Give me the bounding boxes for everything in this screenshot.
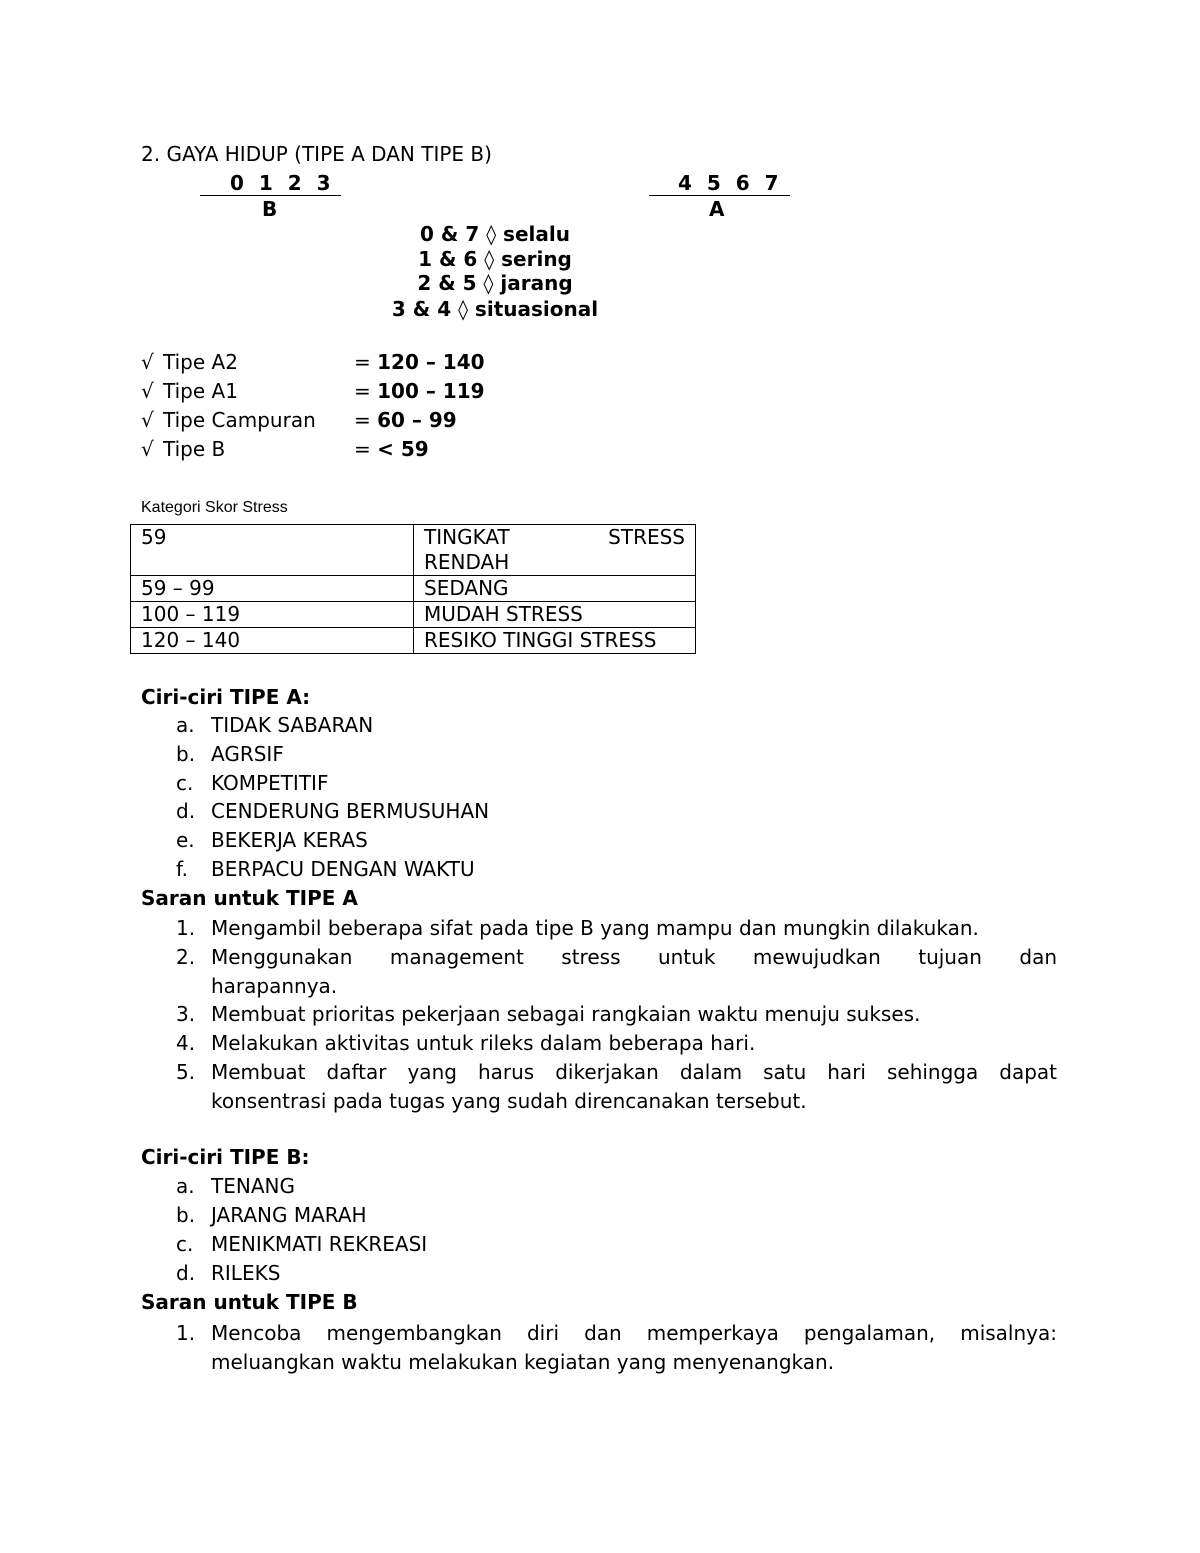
table-cell-category: RESIKO TINGGI STRESS: [414, 628, 696, 654]
heading-ciri-a: Ciri-ciri TIPE A:: [141, 685, 311, 709]
type-label: Tipe A2: [163, 350, 238, 374]
type-range: = 100 – 119: [354, 379, 485, 403]
table-cell-category: MUDAH STRESS: [414, 602, 696, 628]
document-page: 2. GAYA HIDUP (TIPE A DAN TIPE B) 0 1 2 3 B 4 5 6 7 A 0 & 7 ◊ selalu 1 & 6 ◊ sering 2 & 5 ◊ jarang 3 & 4 ◊ situasional √ Tipe A2 = 120 – 140 √ Tipe A1 = 100 – 119 √ Tipe Campuran = 60 – 99 √ Tipe B = < 59 Kategori Skor Stress 59 TINGKAT STRESS RENDAH 59 – 99 SEDANG 100 – 119 MUDAH STRESS 120 – 140 RESIKO TINGGI STRESS Ciri-ciri TIPE A: a. TIDAK SABARAN b. AGRSIF c. KOMPETITIF d. CENDERUNG BERMUSUHAN e. BEKERJA KERAS f. BERPACU DENGAN WAKTU Saran untuk TIPE A 1. Mengambil beberapa sifat pada tipe B yang mampu dan mungkin dilakukan. 2. Menggunakan management stress untuk mewujudkan tujuan dan harapannya. 3. Membuat prioritas pekerjaan sebagai rangkaian waktu menuju sukses. 4. Melakukan aktivitas untuk rileks dalam beberapa hari. 5. Membuat daftar yang harus dikerjakan dalam satu hari sehingga dapat konsentrasi pada tugas yang sudah direncanakan tersebut. Ciri-ciri TIPE B: a. TENANG b. JARANG MARAH c. MENIKMATI REKREASI d. RILEKS Saran untuk TIPE B 1. Mencoba mengembangkan diri dan memperkaya pengalaman, misalnya: meluangkan waktu melakukan kegiatan yang menyenangkan.: [0, 0, 1200, 1553]
scale-left-divider: [200, 195, 341, 196]
stress-table: [130, 524, 696, 654]
table-cell-score: 59 – 99: [131, 576, 414, 602]
scale-left-label: B: [262, 197, 278, 221]
table-cell-category: SEDANG: [414, 576, 696, 602]
type-label: Tipe Campuran: [163, 408, 316, 432]
section-title: 2. GAYA HIDUP (TIPE A DAN TIPE B): [141, 142, 492, 166]
list-item: 1. Mengambil beberapa sifat pada tipe B yang mampu dan mungkin dilakukan.: [176, 916, 979, 940]
check-icon: √: [141, 437, 154, 461]
check-icon: √: [141, 350, 154, 374]
type-label: Tipe B: [163, 437, 226, 461]
scale-left-numbers: 0 1 2 3: [230, 171, 335, 195]
list-item: 3. Membuat prioritas pekerjaan sebagai rangkaian waktu menuju sukses.: [176, 1002, 921, 1026]
table-row: [131, 525, 696, 576]
check-icon: √: [141, 379, 154, 403]
type-range: = 120 – 140: [354, 350, 485, 374]
legend-line: 3 & 4 ◊ situasional: [391, 297, 599, 321]
list-item: 2. Menggunakan management stress untuk mewujudkan tujuan dan harapannya.: [176, 945, 1057, 998]
list-item: 1. Mencoba mengembangkan diri dan memperkaya pengalaman, misalnya: meluangkan waktu melakukan kegiatan yang menyenangkan.: [176, 1321, 1057, 1374]
table-row: [131, 576, 696, 602]
type-range: = 60 – 99: [354, 408, 457, 432]
table-cell-score: 120 – 140: [131, 628, 414, 654]
legend-line: 1 & 6 ◊ sering: [418, 247, 572, 271]
table-cell-score: 59: [131, 525, 414, 576]
table-cell-category: TINGKAT STRESS RENDAH: [414, 525, 696, 576]
table-caption: Kategori Skor Stress: [141, 499, 288, 516]
scale-right-numbers: 4 5 6 7: [678, 171, 783, 195]
heading-ciri-b: Ciri-ciri TIPE B:: [141, 1145, 310, 1169]
type-label: Tipe A1: [163, 379, 238, 403]
list-item: 4. Melakukan aktivitas untuk rileks dalam beberapa hari.: [176, 1031, 756, 1055]
heading-saran-b: Saran untuk TIPE B: [141, 1290, 358, 1314]
scale-right-divider: [649, 195, 790, 196]
list-item: 5. Membuat daftar yang harus dikerjakan dalam satu hari sehingga dapat konsentrasi pada tugas yang sudah direncanakan tersebut.: [176, 1060, 1057, 1113]
legend-line: 2 & 5 ◊ jarang: [417, 271, 573, 295]
table-row: [131, 628, 696, 654]
type-range: = < 59: [354, 437, 429, 461]
check-icon: √: [141, 408, 154, 432]
heading-saran-a: Saran untuk TIPE A: [141, 886, 358, 910]
table-row: [131, 602, 696, 628]
scale-right-label: A: [709, 197, 725, 221]
table-cell-score: 100 – 119: [131, 602, 414, 628]
legend-line: 0 & 7 ◊ selalu: [420, 222, 570, 246]
